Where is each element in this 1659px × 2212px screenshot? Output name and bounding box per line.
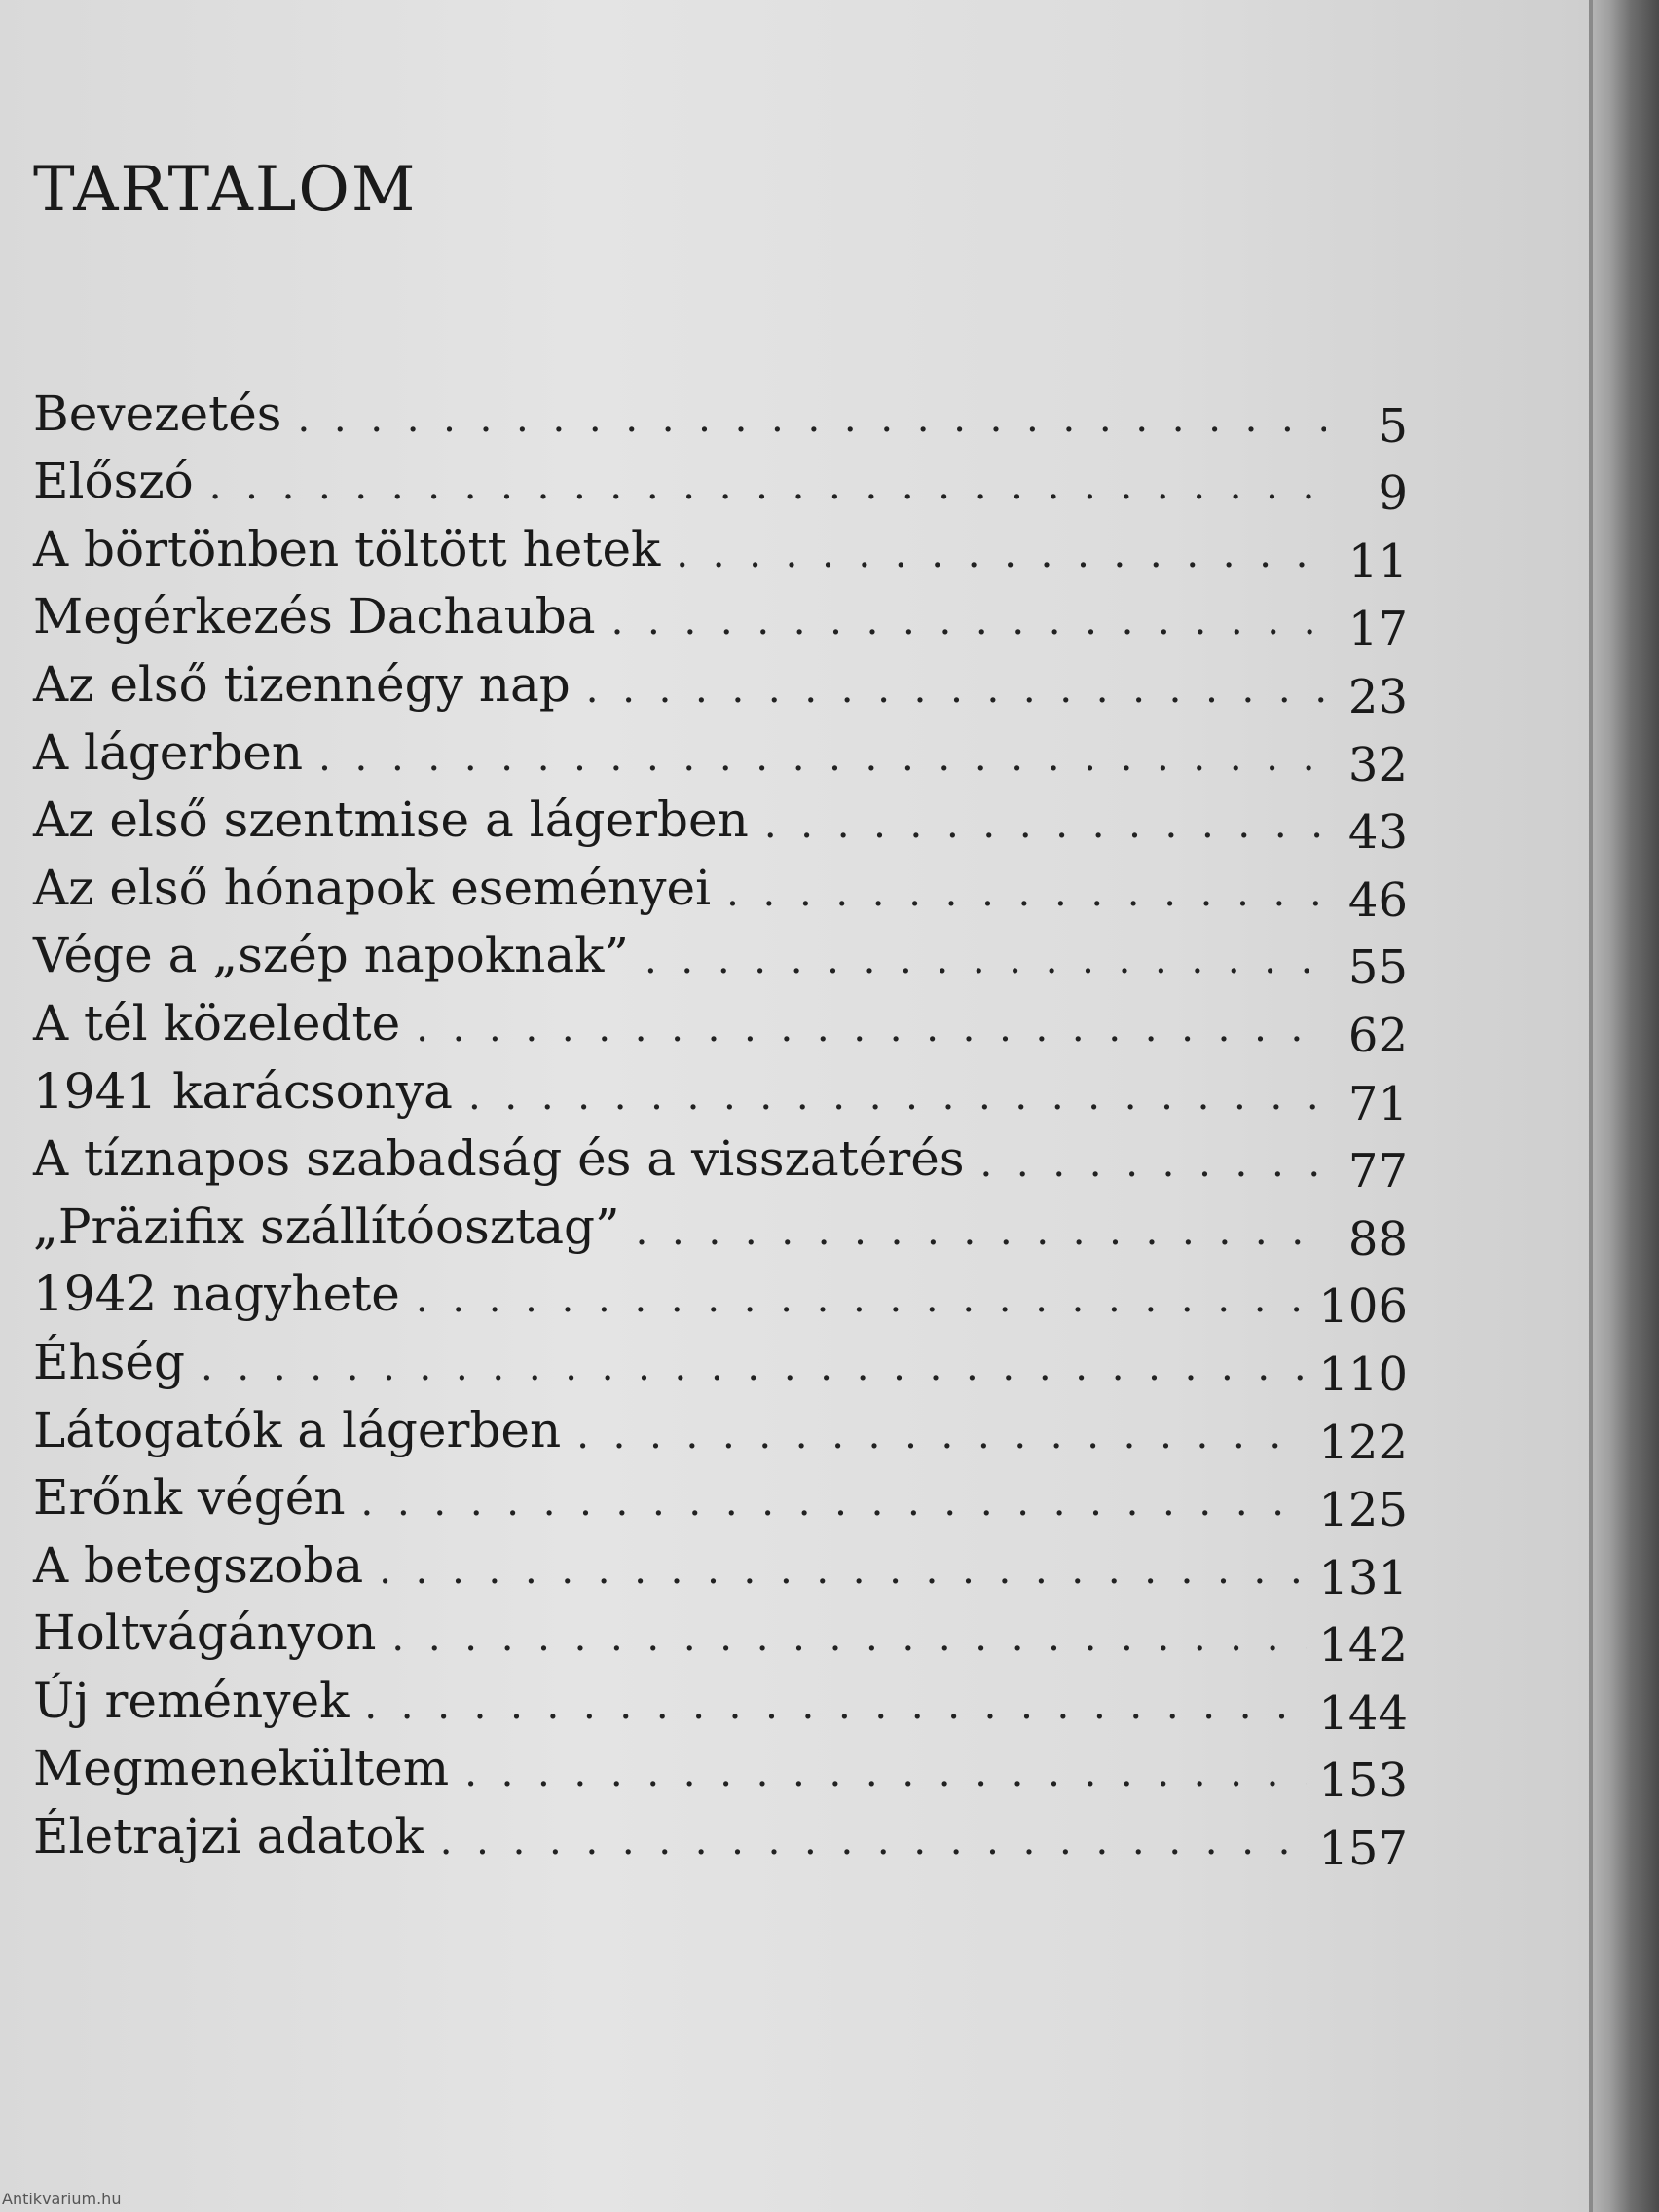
- toc-entry-page: 46: [1347, 872, 1408, 928]
- toc-entry: [33, 979, 1408, 1063]
- dot-leader: [297, 399, 1326, 438]
- toc-entry: [33, 1590, 1408, 1674]
- dot-leader: [209, 466, 1326, 505]
- toc-entry-page: 157: [1318, 1822, 1408, 1877]
- toc-entry-title: 1942 nagyhete: [33, 1266, 400, 1323]
- toc-entry-title: Vége a „szép napoknak”: [33, 927, 629, 984]
- toc-entry-title: Az első tizennégy nap: [33, 655, 571, 713]
- toc-entry-page: 88: [1347, 1211, 1408, 1267]
- toc-entry: [33, 1251, 1408, 1335]
- toc-entry: [33, 1318, 1408, 1402]
- toc-entry: [33, 438, 1408, 522]
- toc-entry-page: 17: [1347, 602, 1408, 657]
- toc-entry-title: Látogatók a lágerben: [33, 1401, 562, 1458]
- toc-entry-page: 131: [1318, 1550, 1408, 1605]
- toc-entry-title: Új remények: [33, 1672, 350, 1729]
- dot-leader: [586, 670, 1326, 709]
- dot-leader: [364, 1686, 1307, 1725]
- dot-leader: [611, 602, 1326, 641]
- toc-entry: [33, 1116, 1408, 1199]
- toc-entry: [33, 709, 1408, 793]
- dot-leader: [416, 1279, 1307, 1318]
- toc-entry-page: 106: [1318, 1279, 1408, 1335]
- dot-leader: [361, 1483, 1308, 1522]
- toc-entry-title: Erőnk végén: [33, 1469, 346, 1527]
- toc-entry-title: Előszó: [33, 453, 194, 510]
- toc-entry-page: 110: [1318, 1346, 1408, 1402]
- toc-entry-page: 62: [1347, 1008, 1408, 1063]
- toc-entry-page: 23: [1347, 669, 1408, 724]
- dot-leader: [379, 1551, 1307, 1590]
- dot-leader: [726, 873, 1326, 912]
- toc-entry: [33, 641, 1408, 724]
- toc-entry-title: Az első szentmise a lágerben: [33, 792, 749, 849]
- toc-entry-title: Megérkezés Dachauba: [33, 588, 596, 645]
- dot-leader: [440, 1822, 1308, 1861]
- toc-entry-page: 122: [1318, 1415, 1408, 1470]
- toc-entry-title: A börtönben töltött hetek: [33, 520, 661, 577]
- toc-entry-title: Megmenekültem: [33, 1740, 450, 1797]
- toc-entry-page: 9: [1378, 466, 1408, 522]
- toc-entry: [33, 1183, 1408, 1267]
- toc-entry-title: „Präzifix szállítóosztag”: [33, 1198, 620, 1255]
- table-of-contents: [33, 370, 1408, 1877]
- dot-leader: [416, 1009, 1326, 1048]
- dot-leader: [391, 1618, 1307, 1657]
- toc-entry: [33, 844, 1408, 928]
- dot-leader: [318, 738, 1326, 777]
- toc-entry: [33, 1048, 1408, 1131]
- toc-entry: [33, 505, 1408, 589]
- toc-entry-title: A tíznapos szabadság és a visszatérés: [33, 1130, 965, 1188]
- toc-entry-page: 11: [1347, 534, 1408, 589]
- toc-entry-title: Az első hónapok eseményei: [33, 859, 712, 916]
- page-title: TARTALOM: [33, 154, 418, 226]
- toc-entry-page: 142: [1318, 1618, 1408, 1674]
- toc-entry-title: Holtvágányon: [33, 1604, 377, 1662]
- toc-entry-title: A tél közeledte: [33, 994, 401, 1051]
- toc-entry: [33, 1792, 1408, 1877]
- dot-leader: [980, 1144, 1327, 1183]
- toc-entry: [33, 370, 1408, 454]
- toc-entry: [33, 1522, 1408, 1605]
- dot-leader: [576, 1416, 1307, 1455]
- toc-entry-title: 1941 karácsonya: [33, 1062, 453, 1120]
- dot-leader: [636, 1212, 1326, 1251]
- toc-entry-page: 153: [1318, 1753, 1408, 1809]
- toc-entry-page: 32: [1347, 737, 1408, 793]
- toc-entry: [33, 1657, 1408, 1741]
- toc-entry-title: A betegszoba: [33, 1536, 364, 1594]
- dot-leader: [764, 805, 1326, 844]
- page-edge: [1589, 0, 1659, 2212]
- toc-entry: [33, 1386, 1408, 1470]
- dot-leader: [464, 1753, 1307, 1792]
- dot-leader: [676, 535, 1326, 573]
- toc-entry-title: Éhség: [33, 1333, 185, 1390]
- toc-entry-page: 77: [1347, 1144, 1408, 1199]
- toc-entry: [33, 1455, 1408, 1538]
- toc-entry-title: A lágerben: [33, 723, 304, 781]
- dot-leader: [468, 1077, 1326, 1116]
- toc-entry-title: Életrajzi adatok: [33, 1808, 424, 1865]
- watermark: Antikvarium.hu: [2, 2190, 122, 2208]
- toc-entry-page: 55: [1347, 940, 1408, 996]
- dot-leader: [201, 1347, 1307, 1386]
- toc-entry: [33, 573, 1408, 657]
- toc-entry-page: 5: [1378, 398, 1408, 454]
- toc-entry: [33, 1725, 1408, 1809]
- toc-entry-title: Bevezetés: [33, 385, 282, 442]
- toc-entry-page: 144: [1318, 1685, 1408, 1741]
- toc-entry: [33, 912, 1408, 996]
- dot-leader: [645, 940, 1326, 979]
- toc-entry-page: 125: [1318, 1483, 1408, 1538]
- toc-entry: [33, 777, 1408, 861]
- toc-entry-page: 71: [1347, 1076, 1408, 1131]
- toc-entry-page: 43: [1347, 805, 1408, 861]
